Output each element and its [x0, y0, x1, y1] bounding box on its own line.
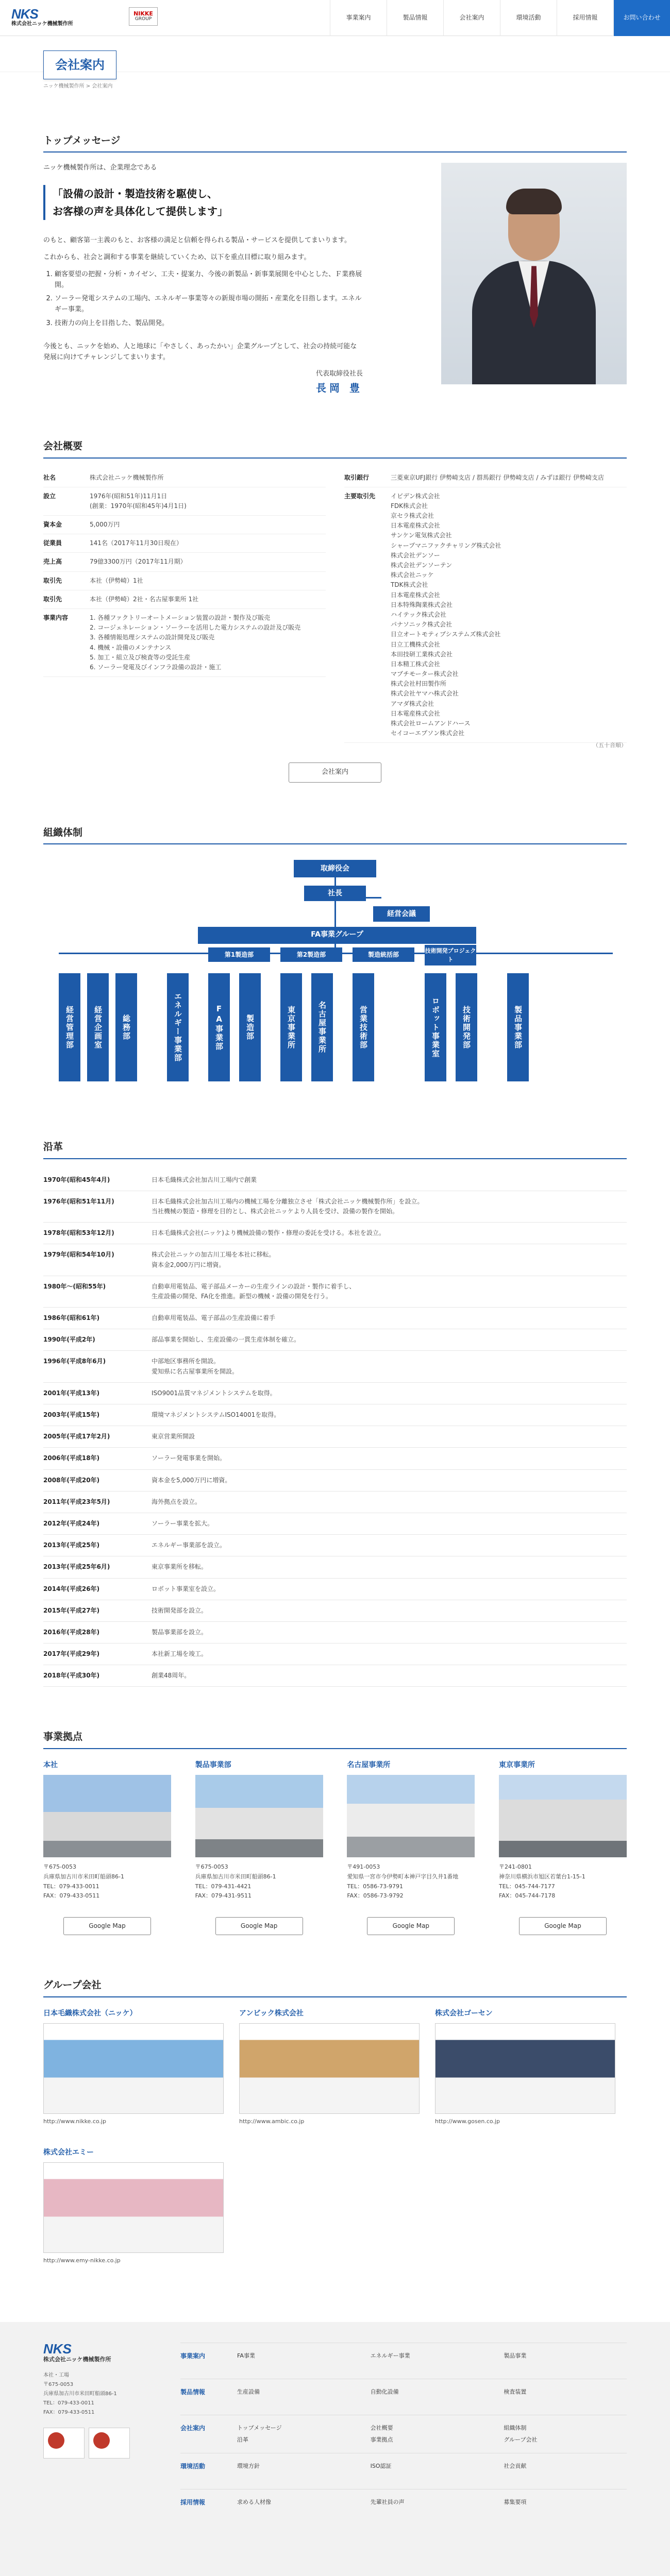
- footer-link[interactable]: 先輩社員の声: [370, 2498, 405, 2505]
- org-president: 社長: [304, 886, 366, 901]
- google-map-button[interactable]: Google Map: [519, 1917, 607, 1935]
- org-division: 第1製造部: [208, 947, 270, 962]
- history-text: 海外拠点を設立。: [152, 1498, 202, 1505]
- section-title: 会社概要: [43, 431, 627, 458]
- overview-row: [43, 609, 326, 677]
- org-dept: 東京事業所: [280, 973, 302, 1081]
- footer-links: [237, 2498, 627, 2517]
- group-logo-top: NIKKE: [133, 10, 153, 17]
- footer-category[interactable]: 製品情報: [180, 2388, 206, 2396]
- message-paragraph: 今後とも、ニッケを始め、人と地球に「やさしく、あったかい」企業グループとして、社会の持続可能な発展に向けてチャレンジしてまいります。: [43, 342, 357, 361]
- history-row: [43, 1470, 627, 1492]
- footer-link[interactable]: トップメッセージ: [237, 2424, 282, 2431]
- history-row: [43, 1535, 627, 1556]
- history-date: 2005年(平成17年2月): [43, 1433, 110, 1440]
- nav-contact[interactable]: お問い合わせ: [613, 0, 670, 36]
- overview-row: [43, 534, 326, 553]
- history-text: エネルギー事業部を設立。: [152, 1541, 226, 1549]
- history-text: 創業48周年。: [152, 1672, 191, 1680]
- row-key: 設立: [43, 492, 56, 500]
- history-date: 1978年(昭和53年12月): [43, 1229, 114, 1237]
- section-title: 沿革: [43, 1132, 627, 1159]
- history-date: 2012年(平成24年): [43, 1519, 100, 1527]
- page-title: 会社案内: [43, 50, 116, 79]
- row-value: 141名（2017年11月30日現在）: [90, 539, 182, 547]
- office-photo: [499, 1775, 627, 1857]
- history-date: 2016年(平成28年): [43, 1628, 100, 1636]
- group-name[interactable]: 株式会社ゴーセン: [435, 2009, 493, 2018]
- row-key: 社名: [43, 473, 56, 481]
- org-dept: 製造部: [239, 973, 261, 1081]
- section-title: トップメッセージ: [43, 126, 627, 152]
- history-date: 2003年(平成15年): [43, 1411, 100, 1419]
- history-date: 2015年(平成27年): [43, 1606, 100, 1614]
- company-brochure-button[interactable]: 会社案内: [289, 762, 381, 783]
- section-title: グループ会社: [43, 1970, 627, 1997]
- group-site-screenshot[interactable]: [43, 2023, 224, 2114]
- office-card: [499, 1759, 627, 1936]
- overview-row: [43, 590, 326, 609]
- row-key: 売上高: [43, 558, 62, 566]
- site-header: [0, 0, 670, 36]
- org-dept: 名古屋事業所: [311, 973, 333, 1081]
- history-date: 1986年(昭和61年): [43, 1314, 100, 1322]
- office-photo: [347, 1775, 475, 1857]
- history-row: [43, 1244, 627, 1276]
- history-row: [43, 1643, 627, 1665]
- history-text: 技術開発部を設立。: [152, 1606, 208, 1614]
- history-text: 環境マネジメントシステムISO14001を取得。: [152, 1411, 280, 1419]
- history-text: 日本毛織株式会社加古川工場内の機械工場を分離独立させ「株式会社ニッケ機械製作所」を設立。 当社機械の製造・修理を目的とし、株式会社ニッケより人員を受け、設備の製作を開始。: [152, 1197, 424, 1215]
- section-title: 組織体制: [43, 818, 627, 844]
- history-row: [43, 1383, 627, 1404]
- history-date: 1970年(昭和45年4月): [43, 1176, 110, 1183]
- iso-badges: [43, 2428, 167, 2459]
- footer-links: [237, 2462, 627, 2481]
- history-row: [43, 1276, 627, 1308]
- office-card: [43, 1759, 171, 1936]
- history-date: 1980年〜(昭和55年): [43, 1282, 106, 1290]
- row-value: 1. 各種ファクトリーオートメーション装置の設計・製作及び販売 2. コージェネレーション・ソーラーを活用した電力システムの設計及び販売 3. 各種情報処理システムの設計開発及び販売 4. 機械・設備のメンテナンス 5. 加工・組立及び検査等の受託生産 6. ソーラー発電及びインフラ設備の設計・施工: [90, 614, 301, 671]
- row-value: 三菱東京UFJ銀行 伊勢崎支店 / 群馬銀行 伊勢崎支店 / みずほ銀行 伊勢崎支店: [391, 473, 605, 481]
- row-key: 取引銀行: [344, 473, 370, 481]
- org-division: 技術開発プロジェクト: [425, 945, 476, 965]
- history-row: [43, 1170, 627, 1191]
- message-paragraph: のもと、顧客第一主義のもと、お客様の満足と信頼を得られる製品・サービスを提供してまいります。: [43, 236, 351, 245]
- signature-name: 長岡 豊: [316, 382, 363, 395]
- row-key: 取引先: [43, 595, 62, 603]
- signature: [43, 369, 363, 396]
- org-chart: [43, 855, 627, 1097]
- section-title: 事業拠点: [43, 1722, 627, 1749]
- footer-link[interactable]: 組織体制: [504, 2424, 527, 2431]
- footer-sitemap: [180, 2343, 627, 2525]
- list-item: 1. 顧客要望の把握・分析・カイゼン、工夫・提案力、今後の新製品・新事業展開を中心とした、Ｆ業務展開。: [55, 269, 363, 291]
- org-dept: 製品事業部: [507, 973, 529, 1081]
- office-photo: [43, 1775, 171, 1857]
- group-logo[interactable]: [129, 7, 158, 26]
- history-row: [43, 1404, 627, 1426]
- order-note: （五十音順）: [593, 742, 627, 749]
- history-row: [43, 1426, 627, 1448]
- company-name: 株式会社ニッケ機械製作所: [11, 21, 73, 27]
- history-list: [43, 1170, 627, 1687]
- org-dept: FA事業部: [208, 973, 230, 1081]
- org-council: 経営会議: [373, 906, 430, 922]
- history-row: [43, 1223, 627, 1244]
- history-date: 2018年(平成30年): [43, 1672, 100, 1680]
- history-date: 2013年(平成25年6月): [43, 1563, 110, 1571]
- group-card[interactable]: [43, 2147, 224, 2265]
- nav-company[interactable]: 会社案内: [443, 0, 500, 36]
- history-text: 中部地区事務所を開設。 愛知県に名古屋事業所を開設。: [152, 1358, 239, 1375]
- message-intro: ニッケ機械製作所は、企業理念である: [43, 164, 157, 172]
- group-url[interactable]: http://www.nikke.co.jp: [43, 2118, 106, 2125]
- history-row: [43, 1448, 627, 1469]
- footer-link[interactable]: 環境方針: [237, 2462, 260, 2469]
- footer-address: 本社・工場 〒675-0053 兵庫県加古川市米田町船頭86-1 TEL：079-433-0011 FAX：079-433-0511: [43, 2372, 117, 2416]
- footer-links: [237, 2387, 627, 2406]
- history-text: 東京営業所開設: [152, 1433, 195, 1440]
- row-value: 79億3300万円（2017年11月期）: [90, 558, 187, 566]
- iso-badge-icon: [89, 2428, 130, 2459]
- history-date: 2013年(平成25年): [43, 1541, 100, 1549]
- signature-title: 代表取締役社長: [315, 370, 363, 378]
- footer-row: [180, 2489, 627, 2525]
- list-item: 3. 技術力の向上を目指した、製品開発。: [55, 318, 363, 329]
- top-message-section: [0, 126, 670, 396]
- row-value: 5,000万円: [90, 521, 120, 529]
- overview-left: [43, 469, 326, 750]
- org-division: 第2製造部: [280, 947, 342, 962]
- org-dept: 総務部: [115, 973, 137, 1081]
- row-value: イビデン株式会社 FDK株式会社 京セラ株式会社 日本電産株式会社 サンケン電気株式会社 シャープマニファクチャリング株式会社 株式会社デンソー 株式会社デンソーテン 株式会社ニッケ TDK株式会社 日本電産株式会社 日本特殊陶業株式会社 ハイテック株式会社 パナソニック株式会社 日立オートモティブシステムズ株式会社 日立工機株式会社 本田技研工業株式会社 日本精工株式会社 マブチモーター株式会社 株式会社村田製作所 株式会社ヤマハ株式会社 アマダ株式会社 日本電産株式会社 株式会社ロームアンドハース セイコーエプソン株式会社: [391, 492, 501, 737]
- footer-link[interactable]: 事業拠点: [370, 2436, 393, 2444]
- history-text: ISO9001品質マネジメントシステムを取得。: [152, 1389, 276, 1397]
- group-site-screenshot[interactable]: [43, 2162, 224, 2253]
- footer-link[interactable]: エネルギー事業: [370, 2352, 410, 2359]
- history-date: 1976年(昭和51年11月): [43, 1197, 114, 1205]
- history-row: [43, 1329, 627, 1351]
- org-dept: 技術開発部: [456, 973, 477, 1081]
- history-text: ロボット事業室を設立。: [152, 1585, 220, 1592]
- nav-business[interactable]: 事業案内: [330, 0, 387, 36]
- group-section: [0, 1970, 670, 2265]
- history-date: 2014年(平成26年): [43, 1585, 100, 1592]
- footer-links: [237, 2351, 627, 2370]
- group-name[interactable]: 日本毛織株式会社（ニッケ）: [43, 2009, 137, 2018]
- footer-link[interactable]: 社会貢献: [504, 2462, 527, 2469]
- footer-category[interactable]: 採用情報: [180, 2498, 206, 2506]
- global-nav: [330, 0, 670, 36]
- history-date: 2008年(平成20年): [43, 1476, 100, 1484]
- google-map-button[interactable]: Google Map: [367, 1917, 455, 1935]
- history-text: 本社新工場を竣工。: [152, 1650, 208, 1658]
- history-text: 部品事業を開始し、生産設備の一貫生産体制を確立。: [152, 1336, 300, 1344]
- row-key: 取引先: [43, 577, 62, 584]
- history-row: [43, 1556, 627, 1578]
- footer-category[interactable]: 事業案内: [180, 2352, 206, 2360]
- history-row: [43, 1579, 627, 1600]
- office-address: 〒491-0053 愛知県一宮市今伊勢町本神戸字目久井1番地 TEL：0586-73-9791 FAX：0586-73-9792: [347, 1863, 459, 1900]
- overview-row: [43, 516, 326, 534]
- org-dept: 経営企画室: [87, 973, 109, 1081]
- row-value: 株式会社ニッケ機械製作所: [90, 473, 164, 481]
- footer-links: [237, 2424, 627, 2445]
- group-site-screenshot[interactable]: [239, 2023, 420, 2114]
- history-date: 2001年(平成13年): [43, 1389, 100, 1397]
- page-hero: [0, 36, 670, 72]
- history-row: [43, 1622, 627, 1643]
- footer-category[interactable]: 会社案内: [180, 2424, 206, 2432]
- office-photo: [195, 1775, 323, 1857]
- list-item: 2. ソーラー発電システムの工場内、エネルギー事業等々の新規市場の開拓・産業化を目指します。エネルギー事業。: [55, 294, 363, 315]
- group-site-screenshot[interactable]: [435, 2023, 615, 2114]
- president-photo: [441, 163, 627, 384]
- footer-logo[interactable]: NKS: [43, 2341, 72, 2357]
- office-address: 〒241-0801 神奈川県横浜市旭区若葉台1-15-1 TEL：045-744-7177 FAX：045-744-7178: [498, 1863, 585, 1900]
- overview-right: [344, 469, 627, 750]
- history-text: 東京事業所を移転。: [152, 1563, 208, 1571]
- google-map-button[interactable]: Google Map: [63, 1917, 151, 1935]
- footer-link[interactable]: 製品事業: [504, 2352, 527, 2359]
- footer-link[interactable]: ISO認証: [370, 2462, 392, 2469]
- group-name[interactable]: 株式会社エミー: [43, 2148, 94, 2157]
- message-paragraph: これからも、社会と調和する事業を継続していくため、以下を重点目標に取り組みます。: [43, 253, 311, 261]
- row-value: 本社（伊勢崎）1社: [90, 577, 143, 584]
- org-dept: 経営管理部: [59, 973, 80, 1081]
- office-name: 名古屋事業所: [347, 1760, 391, 1769]
- org-dept: ロボット事業室: [425, 973, 446, 1081]
- footer-row: [180, 2343, 627, 2379]
- history-date: 1990年(平成2年): [43, 1336, 95, 1344]
- office-address: 〒675-0053 兵庫県加古川市米田町船頭86-1 TEL：079-433-0011 FAX：079-433-0511: [43, 1863, 124, 1900]
- row-key: 従業員: [43, 539, 62, 547]
- footer-link[interactable]: 募集要項: [504, 2498, 527, 2505]
- footer-row: [180, 2379, 627, 2415]
- history-date: 2011年(平成23年5月): [43, 1498, 110, 1505]
- history-date: 1979年(昭和54年10月): [43, 1251, 114, 1259]
- overview-row: [43, 469, 326, 487]
- history-text: 日本毛織株式会社加古川工場内で創業: [152, 1176, 257, 1183]
- history-date: 2017年(平成29年): [43, 1650, 100, 1658]
- nav-environment[interactable]: 環境活動: [500, 0, 557, 36]
- group-url[interactable]: http://www.gosen.co.jp: [435, 2118, 500, 2125]
- history-date: 2006年(平成18年): [43, 1454, 100, 1462]
- group-card[interactable]: [43, 2008, 224, 2126]
- footer-link[interactable]: グループ会社: [504, 2436, 538, 2444]
- history-row: [43, 1351, 627, 1382]
- history-text: 株式会社ニッケの加古川工場を本社に移転。 資本金2,000万円に増資。: [152, 1251, 275, 1268]
- org-dept: 営業技術部: [353, 973, 374, 1081]
- offices-section: [0, 1722, 670, 1935]
- history-text: ソーラー事業を拡大。: [152, 1519, 214, 1527]
- history-row: [43, 1513, 627, 1535]
- row-value: 本社（伊勢崎）2社・名古屋事業所 1社: [90, 595, 199, 603]
- group-url[interactable]: http://www.emy-nikke.co.jp: [43, 2257, 121, 2264]
- history-text: ソーラー発電事業を開始。: [152, 1454, 226, 1462]
- footer-row: [180, 2453, 627, 2489]
- overview-row: [43, 572, 326, 590]
- overview-section: [0, 431, 670, 783]
- footer-row: [180, 2415, 627, 2453]
- org-division: 製造統括部: [353, 947, 414, 962]
- history-row: [43, 1665, 627, 1687]
- history-row: [43, 1191, 627, 1223]
- office-name: 製品事業部: [195, 1760, 231, 1769]
- footer-company: 株式会社ニッケ機械製作所: [43, 2355, 111, 2363]
- logo-mark: NKS: [11, 6, 38, 22]
- row-key: 事業内容: [43, 614, 69, 622]
- footer-link[interactable]: 検査装置: [504, 2388, 527, 2395]
- history-row: [43, 1492, 627, 1513]
- overview-row: [344, 487, 627, 743]
- philosophy-quote: 「設備の設計・製造技術を駆使し、 お客様の声を具体化して提供します」: [43, 185, 363, 220]
- group-name[interactable]: アンビック株式会社: [239, 2009, 304, 2018]
- org-board: 取締役会: [294, 860, 376, 877]
- office-name: 東京事業所: [498, 1760, 535, 1769]
- history-row: [43, 1600, 627, 1622]
- history-text: 製品事業部を設立。: [152, 1628, 208, 1636]
- org-fa-group: FA事業グループ: [198, 927, 476, 942]
- iso-badge-icon: [43, 2428, 85, 2459]
- office-card: [347, 1759, 475, 1936]
- history-row: [43, 1308, 627, 1329]
- group-url[interactable]: http://www.ambic.co.jp: [239, 2118, 305, 2125]
- group-card[interactable]: [435, 2008, 615, 2126]
- office-address: 〒675-0053 兵庫県加古川市米田町船頭86-1 TEL：079-431-4421 FAX：079-431-9511: [195, 1863, 276, 1900]
- footer-category[interactable]: 環境活動: [180, 2462, 206, 2470]
- history-text: 自動車用電装品、電子部品メーカーの生産ラインの設計・製作に着手し、 生産設備の開発、FA化を推進。新型の機械・設備の開発を行う。: [152, 1282, 356, 1300]
- row-key: 主要取引先: [344, 492, 376, 500]
- footer-link[interactable]: 会社概要: [370, 2424, 393, 2431]
- history-text: 資本金を5,000万円に増資。: [152, 1476, 231, 1484]
- history-text: 自動車用電装品、電子部品の生産設備に着手: [152, 1314, 276, 1322]
- nav-recruit[interactable]: 採用情報: [557, 0, 613, 36]
- footer-link[interactable]: 沿革: [237, 2436, 248, 2444]
- org-section: [0, 818, 670, 1097]
- site-footer: [0, 2322, 670, 2576]
- group-card[interactable]: [239, 2008, 420, 2126]
- overview-row: [43, 487, 326, 516]
- office-name: 本社: [43, 1760, 58, 1769]
- footer-link[interactable]: 自動化設備: [370, 2388, 399, 2395]
- history-date: 1996年(平成8年6月): [43, 1358, 106, 1365]
- row-key: 資本金: [43, 521, 62, 529]
- footer-link[interactable]: 生産設備: [237, 2388, 260, 2395]
- history-text: 日本毛織株式会社(ニッケ)より機械設備の製作・修理の委託を受ける。本社を設立。: [152, 1229, 385, 1237]
- google-map-button[interactable]: Google Map: [215, 1917, 303, 1935]
- nav-products[interactable]: 製品情報: [387, 0, 443, 36]
- footer-link[interactable]: 求める人材像: [237, 2498, 271, 2505]
- history-section: [0, 1132, 670, 1687]
- breadcrumb[interactable]: ニッケ機械製作所 > 会社案内: [43, 83, 113, 89]
- goal-list: [55, 269, 363, 329]
- org-dept: エネルギー事業部: [167, 973, 189, 1081]
- overview-row: [43, 553, 326, 571]
- footer-link[interactable]: FA事業: [237, 2352, 255, 2359]
- overview-row: [344, 469, 627, 487]
- row-value: 1976年(昭和51年)11月1日 (創業：1970年(昭和45年)4月1日): [90, 492, 187, 510]
- office-card: [195, 1759, 323, 1936]
- group-logo-bottom: GROUP: [135, 16, 152, 22]
